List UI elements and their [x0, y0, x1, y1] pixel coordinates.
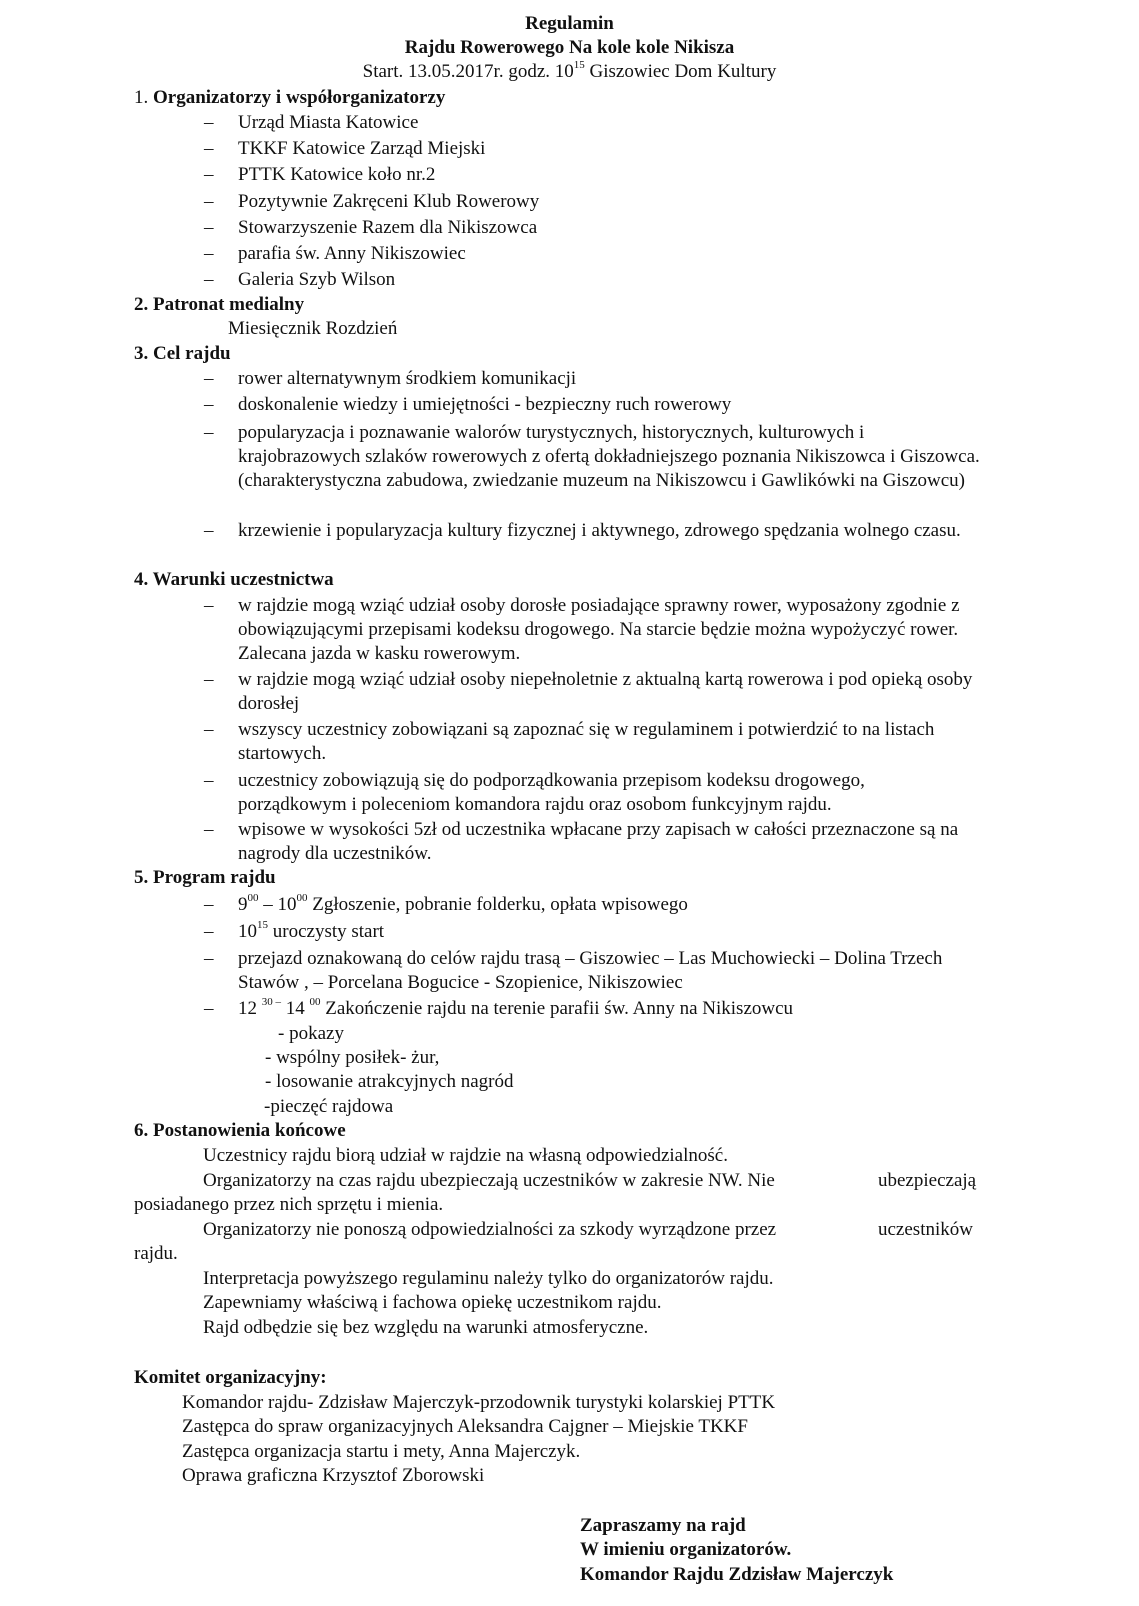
committee-member: Komandor rajdu- Zdzisław Majerczyk-przodownik turystyki kolarskiej PTTK — [182, 1392, 776, 1413]
document-header — [0, 12, 1139, 84]
list-dash: – — [204, 368, 214, 389]
media-patron: Miesięcznik Rozdzień — [228, 318, 398, 339]
list-dash: – — [204, 394, 214, 415]
final-provision-cont: ubezpieczają — [878, 1170, 977, 1191]
goal-item — [204, 519, 986, 543]
organizer-item — [204, 242, 998, 266]
organizer-text: Pozytywnie Zakręceni Klub Rowerowy — [238, 191, 540, 212]
list-dash: – — [204, 894, 214, 915]
program-text: uroczysty start — [268, 921, 385, 942]
organizer-item — [204, 111, 998, 135]
section-5-title: 5. Program rajdu — [134, 867, 276, 888]
list-dash: – — [204, 819, 214, 840]
time-start: 9 — [238, 894, 248, 915]
final-provision: Interpretacja powyższego regulaminu należy tylko do organizatorów rajdu. — [203, 1268, 774, 1289]
program-text: Zakończenie rajdu na terenie parafii św. Anny na Nikiszowcu — [320, 998, 794, 1019]
list-dash: – — [204, 138, 214, 159]
list-dash: – — [204, 269, 214, 290]
section-6-title: 6. Postanowienia końcowe — [134, 1120, 346, 1141]
goal-item — [204, 367, 998, 391]
time-end-minutes: 00 — [296, 891, 308, 904]
committee-member: Oprawa graficzna Krzysztof Zborowski — [182, 1465, 485, 1486]
list-dash: – — [204, 719, 214, 740]
time-start-minutes: 30 – — [261, 995, 281, 1008]
condition-text: w rajdzie mogą wziąć udział osoby dorosłe posiadające sprawny rower, wyposażony zgodnie z obowiązującymi przepisami kodeksu drogowego. Na starcie będzie można wypożyczyć rower. Zalecana jazda w kasku rowerowym. — [238, 595, 960, 664]
condition-text: wszyscy uczestnicy zobowiązani są zapoznać się w regulaminem i potwierdzić to na listach startowych. — [238, 719, 935, 764]
time-end-minutes: 00 — [309, 995, 321, 1008]
condition-item — [204, 818, 998, 866]
time-end: 14 — [281, 998, 310, 1019]
final-provision: Organizatorzy na czas rajdu ubezpieczają uczestników w zakresie NW. Nie — [203, 1170, 775, 1191]
committee-member: Zastępca do spraw organizacyjnych Aleksandra Cajgner – Miejskie TKKF — [182, 1416, 748, 1437]
program-text: przejazd oznakowaną do celów rajdu trasą – Giszowiec – Las Muchowiecki – Dolina Trzech Stawów , – Porcelana Bogucice - Szopienice, Nikiszowiec — [238, 948, 943, 993]
start-info — [0, 60, 1139, 84]
list-dash: – — [204, 422, 214, 443]
program-subitem: -pieczęć rajdowa — [264, 1096, 394, 1117]
committee-member: Zastępca organizacja startu i mety, Anna Majerczyk. — [182, 1441, 581, 1462]
organizer-text: parafia św. Anny Nikiszowiec — [238, 243, 466, 264]
program-subitem: - pokazy — [278, 1023, 344, 1044]
committee-title: Komitet organizacyjny: — [134, 1367, 327, 1388]
organizer-text: PTTK Katowice koło nr.2 — [238, 164, 436, 185]
organizer-text: TKKF Katowice Zarząd Miejski — [238, 138, 486, 159]
section-2-title: 2. Patronat medialny — [134, 294, 305, 315]
goal-text: krzewienie i popularyzacja kultury fizycznej i aktywnego, zdrowego spędzania wolnego czasu. — [238, 520, 961, 541]
goal-text: rower alternatywnym środkiem komunikacji — [238, 368, 577, 389]
time-start: 12 — [238, 998, 262, 1019]
organizer-text: Urząd Miasta Katowice — [238, 112, 419, 133]
list-dash: – — [204, 191, 214, 212]
program-item — [204, 947, 978, 995]
organizer-item — [204, 137, 998, 161]
list-dash: – — [204, 112, 214, 133]
organizer-item — [204, 190, 998, 214]
time-start: 10 — [238, 921, 257, 942]
section-1-heading: Organizatorzy i współorganizatorzy — [153, 87, 446, 108]
closing-invitation: Zapraszamy na rajd — [580, 1515, 746, 1536]
condition-text: uczestnicy zobowiązują się do podporządkowania przepisom kodeksu drogowego, porządkowym i poleceniom komandora rajdu oraz osobom funkcyjnym rajdu. — [238, 770, 865, 815]
section-1-title — [134, 86, 445, 110]
list-dash: – — [204, 595, 214, 616]
condition-item — [204, 769, 938, 817]
list-dash: – — [204, 921, 214, 942]
start-time-minutes: 15 — [573, 58, 585, 71]
program-subitem: - losowanie atrakcyjnych nagród — [265, 1071, 514, 1092]
goal-item — [204, 393, 998, 417]
final-provision: Uczestnicy rajdu biorą udział w rajdzie na własną odpowiedzialność. — [203, 1145, 728, 1166]
list-dash: – — [204, 669, 214, 690]
section-1-number: 1. — [134, 87, 149, 108]
goal-item — [204, 421, 986, 493]
goal-text: doskonalenie wiedzy i umiejętności - bezpieczny ruch rowerowy — [238, 394, 732, 415]
final-provision-cont: rajdu. — [134, 1243, 178, 1264]
list-dash: – — [204, 948, 214, 969]
program-text: Zgłoszenie, pobranie folderku, opłata wpisowego — [307, 894, 688, 915]
organizer-text: Stowarzyszenie Razem dla Nikiszowca — [238, 217, 538, 238]
program-item — [204, 891, 998, 917]
time-start-minutes: 00 — [247, 891, 259, 904]
final-provision: Zapewniamy właściwą i fachowa opiekę uczestnikom rajdu. — [203, 1292, 662, 1313]
section-4-title: 4. Warunki uczestnictwa — [134, 569, 334, 590]
condition-item — [204, 718, 958, 766]
organizer-item — [204, 268, 998, 292]
start-location: Giszowiec Dom Kultury — [584, 61, 777, 82]
program-item — [204, 995, 998, 1021]
organizer-item — [204, 216, 998, 240]
start-date-time: Start. 13.05.2017r. godz. 10 — [362, 61, 574, 82]
closing-on-behalf: W imieniu organizatorów. — [580, 1539, 792, 1560]
condition-text: w rajdzie mogą wziąć udział osoby niepełnoletnie z aktualną kartą rowerowa i pod opieką osoby dorosłej — [238, 669, 973, 714]
closing-signature: Komandor Rajdu Zdzisław Majerczyk — [580, 1564, 894, 1585]
organizer-item — [204, 163, 998, 187]
time-start-minutes: 15 — [257, 918, 268, 931]
final-provision-cont: uczestników — [878, 1219, 973, 1240]
list-dash: – — [204, 520, 214, 541]
document-title: Regulamin — [525, 13, 614, 34]
condition-item — [204, 668, 1004, 716]
program-item — [204, 918, 998, 944]
section-3-title: 3. Cel rajdu — [134, 343, 231, 364]
organizer-text: Galeria Szyb Wilson — [238, 269, 396, 290]
final-provision: Organizatorzy nie ponoszą odpowiedzialności za szkody wyrządzone przez — [203, 1219, 777, 1240]
document-subtitle: Rajdu Rowerowego Na kole kole Nikisza — [404, 37, 735, 58]
condition-text: wpisowe w wysokości 5zł od uczestnika wpłacane przy zapisach w całości przeznaczone są na nagrody dla uczestników. — [238, 819, 959, 864]
list-dash: – — [204, 998, 214, 1019]
condition-item — [204, 594, 990, 666]
program-subitem: - wspólny posiłek- żur, — [265, 1047, 440, 1068]
list-dash: – — [204, 164, 214, 185]
final-provision-cont: posiadanego przez nich sprzętu i mienia. — [134, 1194, 444, 1215]
final-provision: Rajd odbędzie się bez względu na warunki atmosferyczne. — [203, 1317, 649, 1338]
list-dash: – — [204, 770, 214, 791]
time-end: – 10 — [258, 894, 297, 915]
goal-text: popularyzacja i poznawanie walorów turystycznych, historycznych, kulturowych i krajobrazowych szlaków rowerowych z ofertą dokładniejszego poznania Nikiszowca i Giszowca. (charakterystyczna zabudowa, zwiedzanie muzeum na Nikiszowcu i Gawlikówki na Giszowcu) — [238, 422, 980, 491]
list-dash: – — [204, 243, 214, 264]
list-dash: – — [204, 217, 214, 238]
